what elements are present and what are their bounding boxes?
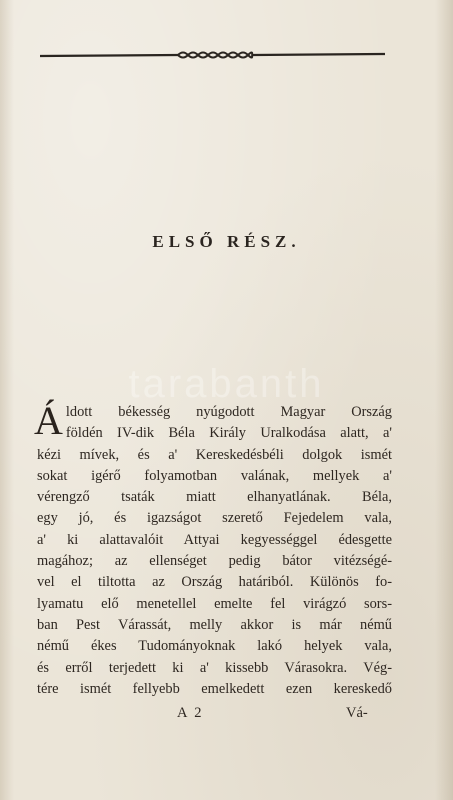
text-line: a' ki alattavalóit Attyai kegyességgel édesgette bbox=[37, 531, 392, 548]
text-line: egy jó, és igazságot szerető Fejedelem vala, bbox=[37, 510, 392, 527]
text-line: magához; az ellenséget pedig bátor vitézségé- bbox=[37, 553, 392, 570]
page-footer bbox=[0, 705, 453, 729]
page-edge-right bbox=[435, 0, 453, 800]
ornamental-rule bbox=[40, 48, 385, 64]
text-line: földén IV-dik Béla Király Uralkodása alatt, a' bbox=[65, 425, 392, 442]
text-line: tére ismét fellyebb emelkedett ezen kereskedő bbox=[37, 680, 392, 697]
text-line: vérengző tsaták miatt elhanyatlának. Béla, bbox=[37, 489, 392, 506]
text-line: lyamatu elő menetellel emelte fel virágzó sors- bbox=[37, 595, 392, 612]
chapter-heading: ELSŐ RÉSZ. bbox=[152, 232, 301, 251]
drop-cap: Á bbox=[34, 398, 63, 443]
body-text bbox=[34, 398, 392, 700]
catchword: Vá- bbox=[346, 705, 368, 721]
text-line: ldott békesség nyúgodott Magyar Ország bbox=[65, 404, 392, 420]
text-line: kézi mívek, és a' Kereskedésbéli dolgok ismét bbox=[37, 446, 392, 463]
watermark: tarabanth bbox=[128, 362, 325, 406]
text-line: némű ékes Tudományoknak lakó helyek vala, bbox=[37, 638, 392, 655]
text-line: ban Pest Várassát, melly akkor is már némű bbox=[37, 616, 392, 633]
text-line: sokat igérő folyamotban valának, mellyek a' bbox=[37, 467, 392, 484]
signature-mark: A 2 bbox=[177, 705, 204, 721]
text-line: és erről terjedett ki a' kissebb Várasokra. Vég- bbox=[37, 659, 392, 676]
text-line: vel el tiltotta az Ország határiból. Különös fo- bbox=[37, 574, 392, 591]
page-edge-left bbox=[0, 0, 14, 800]
